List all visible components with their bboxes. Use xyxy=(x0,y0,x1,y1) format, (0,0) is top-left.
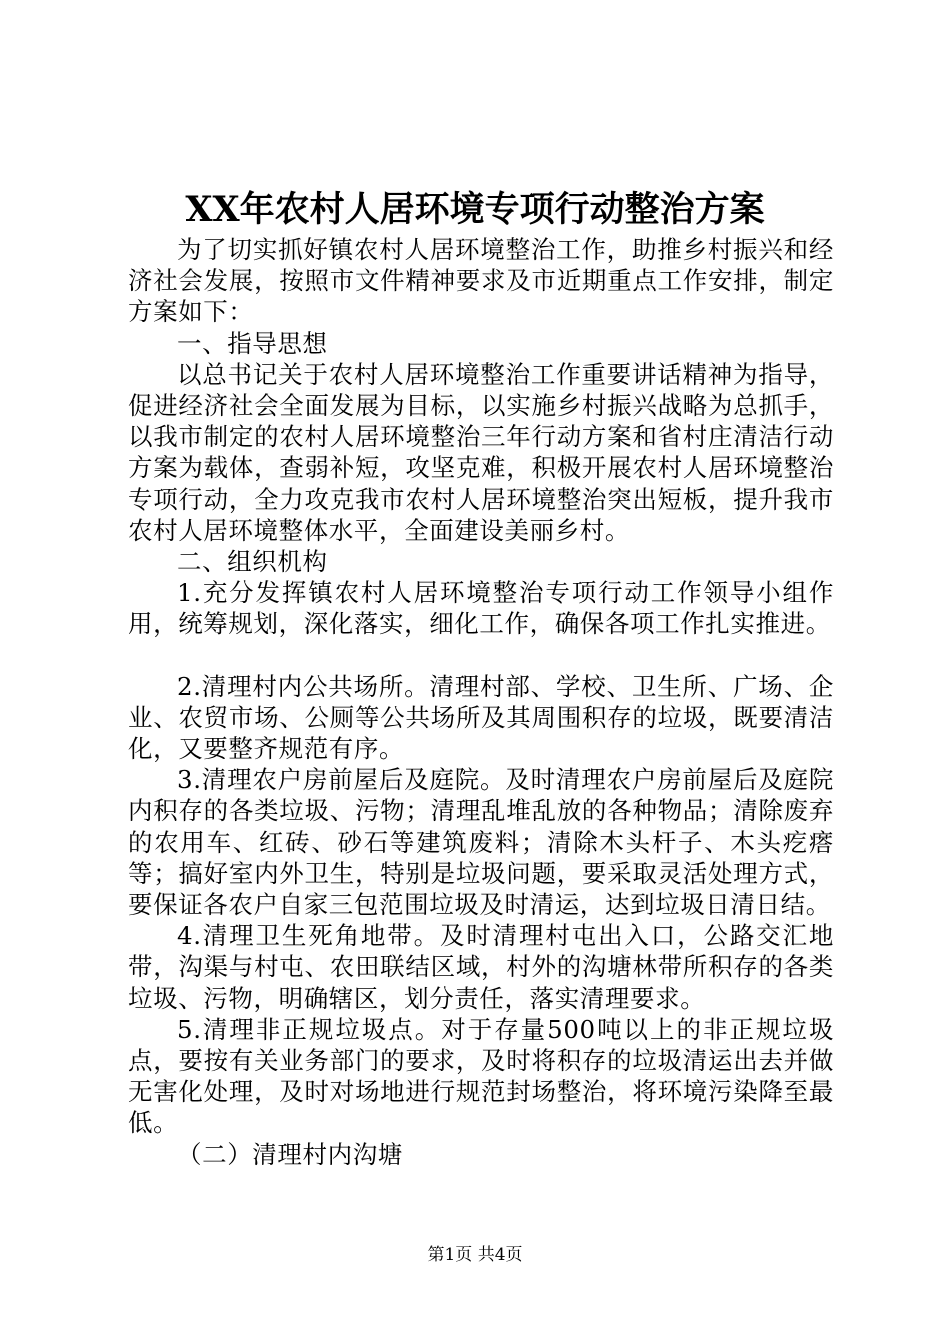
list-item-1: 1.充分发挥镇农村人居环境整治专项行动工作领导小组作用，统筹规划，深化落实，细化工作，确保各项工作扎实推进。 xyxy=(128,578,834,639)
section-heading-organization: 二、组织机构 xyxy=(177,547,328,577)
list-item-4: 4.清理卫生死角地带。及时清理村屯出入口，公路交汇地带，沟渠与村屯、农田联结区域，村外的沟塘林带所积存的各类垃圾、污物，明确辖区，划分责任，落实清理要求。 xyxy=(128,921,834,1013)
subsection-heading-ponds: （二）清理村内沟塘 xyxy=(177,1139,403,1169)
list-item-5: 5.清理非正规垃圾点。对于存量500吨以上的非正规垃圾点，要按有关业务部门的要求，及时将积存的垃圾清运出去并做无害化处理，及时对场地进行规范封场整治，将环境污染降至最低。 xyxy=(128,1014,834,1138)
list-item-3: 3.清理农户房前屋后及庭院。及时清理农户房前屋后及庭院内积存的各类垃圾、污物；清理乱堆乱放的各种物品；清除废弃的农用车、红砖、砂石等建筑废料；清除木头杆子、木头疙瘩等；搞好室内外卫生，特别是垃圾问题，要采取灵活处理方式，要保证各农户自家三包范围垃圾及时清运，达到垃圾日清日结。 xyxy=(128,765,834,920)
document-body xyxy=(128,234,834,1170)
paragraph-guiding-thought: 以总书记关于农村人居环境整治工作重要讲话精神为指导，促进经济社会全面发展为目标，以实施乡村振兴战略为总抓手，以我市制定的农村人居环境整治三年行动方案和省村庄清洁行动方案为载体，查弱补短，攻坚克难，积极开展农村人居环境整治专项行动，全力攻克我市农村人居环境整治突出短板，提升我市农村人居环境整体水平，全面建设美丽乡村。 xyxy=(128,359,834,545)
paragraph-intro: 为了切实抓好镇农村人居环境整治工作，助推乡村振兴和经济社会发展，按照市文件精神要求及市近期重点工作安排，制定方案如下： xyxy=(128,235,834,327)
page-footer: 第1页 共4页 xyxy=(427,1245,523,1265)
list-item-2: 2.清理村内公共场所。清理村部、学校、卫生所、广场、企业、农贸市场、公厕等公共场所及其周围积存的垃圾，既要清洁化，又要整齐规范有序。 xyxy=(128,671,834,764)
document-title: XX年农村人居环境专项行动整治方案 xyxy=(185,189,765,230)
section-heading-guiding-thought: 一、指导思想 xyxy=(177,328,328,358)
